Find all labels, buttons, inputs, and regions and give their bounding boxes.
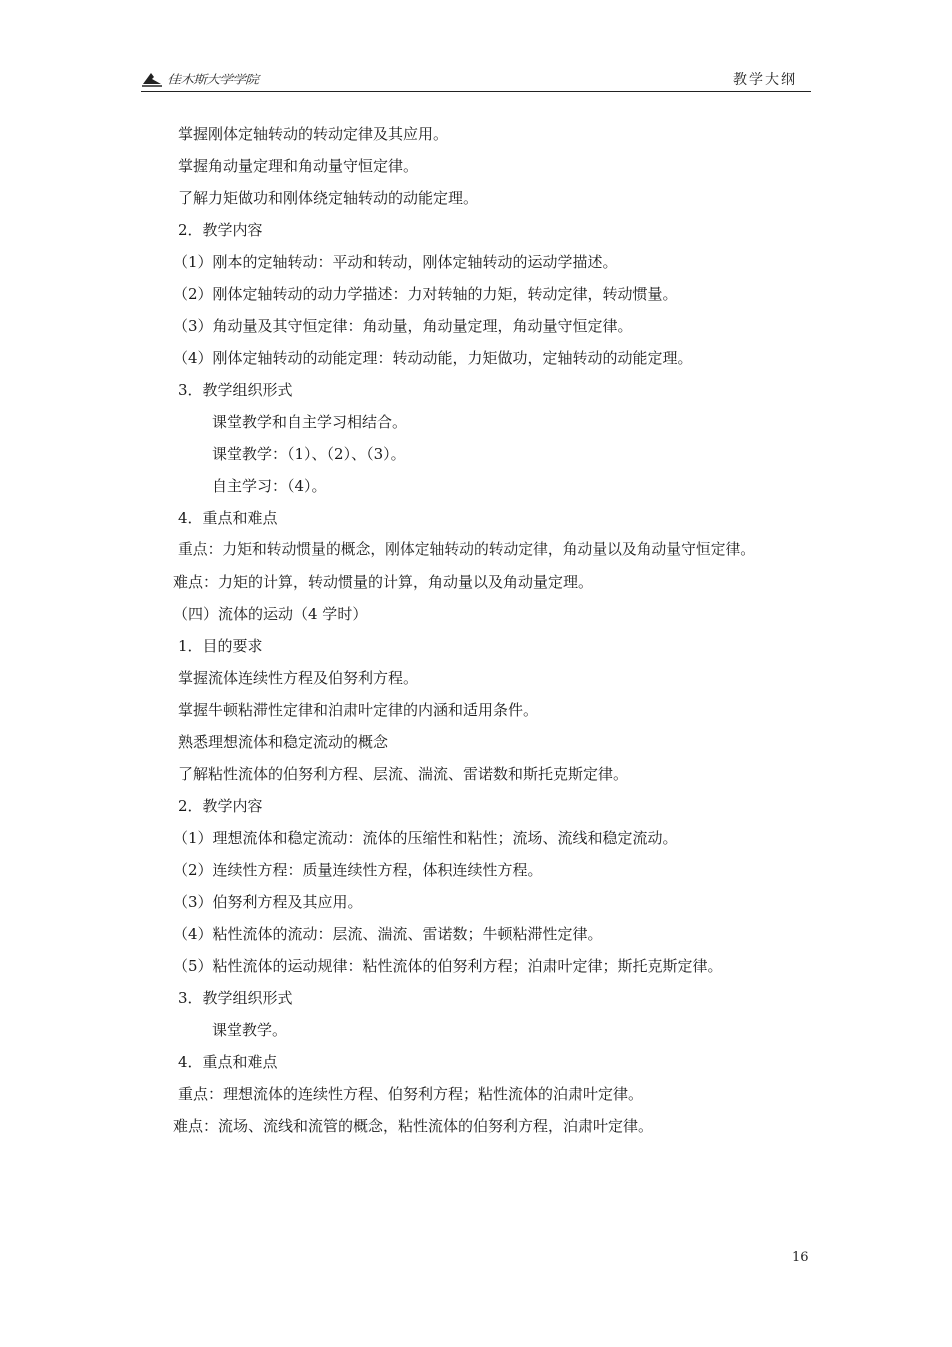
text-line: （3）角动量及其守恒定律：角动量，角动量定理，角动量守恒定律。 [173,317,633,335]
text-line: 熟悉理想流体和稳定流动的概念 [178,733,389,751]
header-title: 教学大纲 [733,72,797,88]
text-line: （4）刚体定轴转动的动能定理：转动动能，力矩做功，定轴转动的动能定理。 [173,349,693,367]
text-line: 掌握角动量定理和角动量守恒定律。 [178,157,419,175]
section-heading: 2．教学内容 [178,221,263,239]
section-heading: 2．教学内容 [178,797,263,815]
text-line: （2）刚体定轴转动的动力学描述：力对转轴的力矩，转动定律，转动惯量。 [173,285,678,303]
text-line: 了解粘性流体的伯努利方程、层流、湍流、雷诺数和斯托克斯定律。 [178,765,629,783]
logo-icon [141,70,163,88]
text-line: 自主学习：（4）。 [212,477,327,495]
text-line: （2）连续性方程：质量连续性方程，体积连续性方程。 [173,861,543,879]
text-line: （4）粘性流体的流动：层流、湍流、雷诺数；牛顿粘滞性定律。 [173,925,603,943]
section-heading: 3．教学组织形式 [178,381,293,399]
text-line: 重点：力矩和转动惯量的概念，刚体定轴转动的转动定律，角动量以及角动量守恒定律。 [178,541,756,558]
text-line: 掌握刚体定轴转动的转动定律及其应用。 [178,125,449,143]
text-line: 了解力矩做功和刚体绕定轴转动的动能定理。 [178,189,479,207]
text-line: 掌握牛顿粘滞性定律和泊肃叶定律的内涵和适用条件。 [178,701,539,719]
text-line: 课堂教学。 [212,1021,288,1039]
text-line: （1）理想流体和稳定流动：流体的压缩性和粘性；流场、流线和稳定流动。 [173,829,678,847]
section-heading: 4．重点和难点 [178,509,278,527]
text-line: 课堂教学：（1）、（2）、（3）。 [212,445,406,463]
text-line: 课堂教学和自主学习相结合。 [212,413,408,431]
section-heading: 3．教学组织形式 [178,989,293,1007]
page-number: 16 [792,1250,809,1265]
chapter-heading: （四）流体的运动（4 学时） [173,605,368,623]
section-heading: 1．目的要求 [178,637,263,655]
text-line: （3）伯努利方程及其应用。 [173,893,363,911]
section-heading: 4．重点和难点 [178,1053,278,1071]
text-line: 掌握流体连续性方程及伯努利方程。 [178,669,419,687]
page-header [141,64,811,92]
text-line: 重点：理想流体的连续性方程、伯努利方程；粘性流体的泊肃叶定律。 [178,1085,644,1103]
text-line: 难点：流场、流线和流管的概念，粘性流体的伯努利方程，泊肃叶定律。 [173,1117,654,1135]
logo [141,68,258,90]
text-line: （1）刚本的定轴转动：平动和转动，刚体定轴转动的运动学描述。 [173,253,618,271]
logo-text: 佳木斯大学学院 [167,73,258,87]
text-line: 难点：力矩的计算，转动惯量的计算，角动量以及角动量定理。 [173,573,594,591]
text-line: （5）粘性流体的运动规律：粘性流体的伯努利方程；泊肃叶定律；斯托克斯定律。 [173,957,723,975]
